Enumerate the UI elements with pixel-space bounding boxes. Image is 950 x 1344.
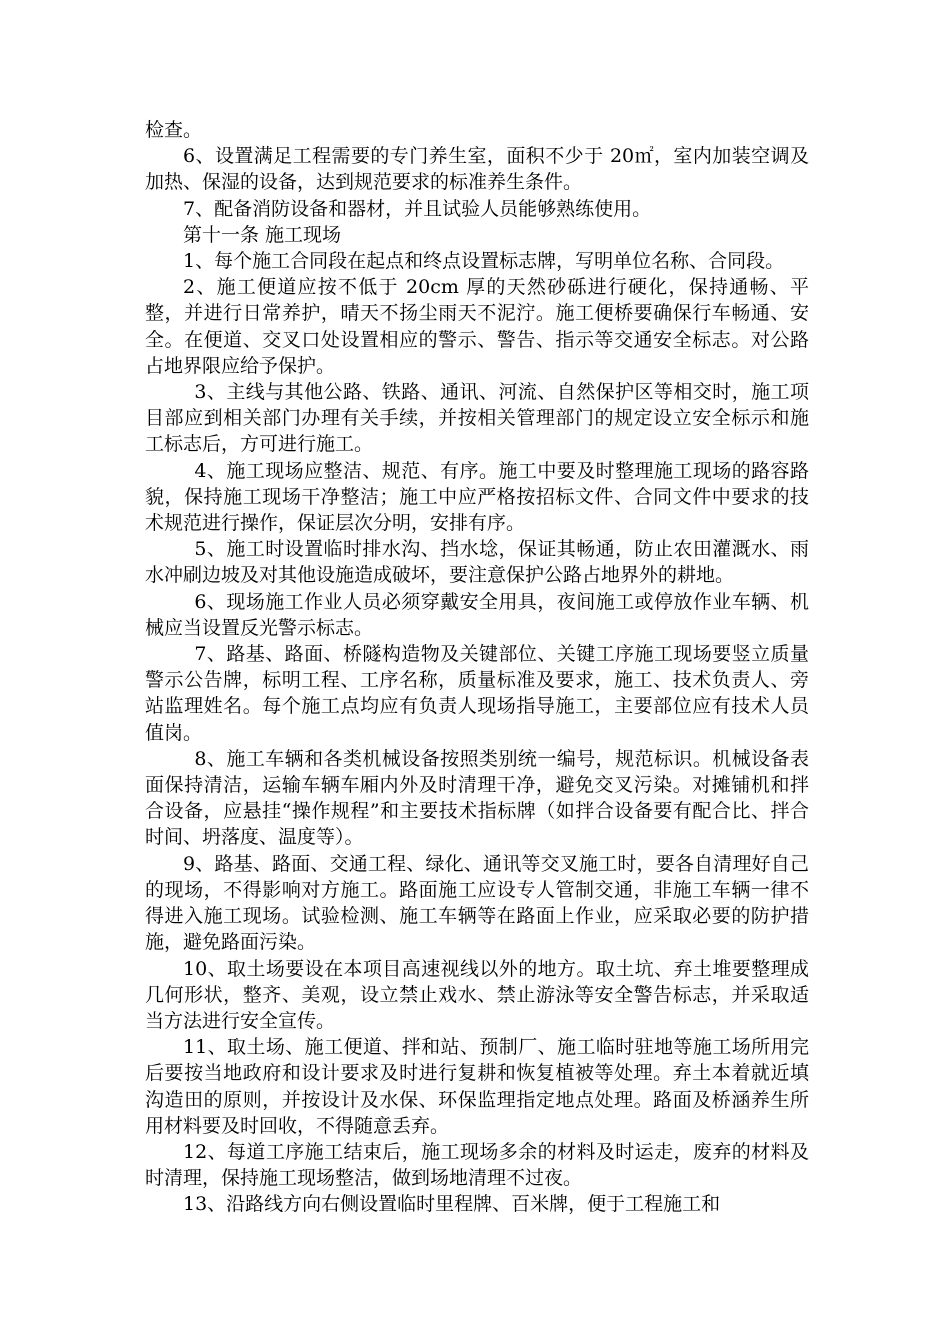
paragraph-site-item-2: 2、施工便道应按不低于 20cm 厚的天然砂砾进行硬化，保持通畅、平整，并进行日常养护，晴天不扬尘雨天不泥泞。施工便桥要确保行车畅通、安全。在便道、交叉口处设置相应的警示、警告、指示等交通安全标志。对公路占地界限应给予保护。 <box>145 276 809 377</box>
paragraph-site-item-1: 1、每个施工合同段在起点和终点设置标志牌，写明单位名称、合同段。 <box>183 250 785 273</box>
paragraph-site-item-6: 6、现场施工作业人员必须穿戴安全用具，夜间施工或停放作业车辆、机械应当设置反光警示标志。 <box>145 590 809 639</box>
paragraph-site-item-3: 3、主线与其他公路、铁路、通讯、河流、自然保护区等相交时，施工项目部应到相关部门办理有关手续，并按相关管理部门的规定设立安全标示和施工标志后，方可进行施工。 <box>145 381 809 456</box>
paragraph-site-item-12: 12、每道工序施工结束后，施工现场多余的材料及时运走，废弃的材料及时清理，保持施工现场整洁，做到场地清理不过夜。 <box>145 1140 809 1190</box>
paragraph-site-item-13: 13、沿路线方向右侧设置临时里程牌、百米牌，便于工程施工和 <box>183 1193 721 1216</box>
section-heading-article-11: 第十一条 施工现场 <box>183 223 342 246</box>
paragraph-continuation: 检查。 <box>145 119 203 141</box>
paragraph-site-item-8: 8、施工车辆和各类机械设备按照类别统一编号，规范标识。机械设备表面保持清洁，运输车辆车厢内外及时清理干净，避免交叉污染。对摊铺机和拌合设备，应悬挂“操作规程”和主要技术指标牌（如拌合设备要有配合比、拌合时间、坍落度、温度等）。 <box>145 747 809 849</box>
paragraph-item-6-curing-room: 6、设置满足工程需要的专门养生室，面积不少于 20㎡，室内加装空调及加热、保湿的设备，达到规范要求的标准养生条件。 <box>145 145 809 194</box>
paragraph-item-7-fire-equipment: 7、配备消防设备和器材，并且试验人员能够熟练使用。 <box>183 197 652 220</box>
paragraph-site-item-10: 10、取土场要设在本项目高速视线以外的地方。取土坑、弃土堆要整理成几何形状，整齐、美观，设立禁止戏水、禁止游泳等安全警告标志，并采取适当方法进行安全宣传。 <box>145 957 809 1032</box>
paragraph-site-item-4: 4、施工现场应整洁、规范、有序。施工中要及时整理施工现场的路容路貌，保持施工现场干净整洁；施工中应严格按招标文件、合同文件中要求的技术规范进行操作，保证层次分明，安排有序。 <box>145 459 809 535</box>
paragraph-site-item-11: 11、取土场、施工便道、拌和站、预制厂、施工临时驻地等施工场所用完后要按当地政府和设计要求及时进行复耕和恢复植被等处理。弃土本着就近填沟造田的原则，并按设计及水保、环保监理指定地点处理。路面及桥涵养生所用材料要及时回收，不得随意丢弃。 <box>145 1036 809 1137</box>
paragraph-site-item-9: 9、路基、路面、交通工程、绿化、通讯等交叉施工时，要各自清理好自己的现场，不得影响对方施工。路面施工应设专人管制交通，非施工车辆一律不得进入施工现场。试验检测、施工车辆等在路面上作业，应采取必要的防护措施，避免路面污染。 <box>145 852 809 954</box>
paragraph-site-item-5: 5、施工时设置临时排水沟、挡水埝，保证其畅通，防止农田灌溉水、雨水冲刷边坡及对其他设施造成破坏，要注意保护公路占地界外的耕地。 <box>145 538 809 587</box>
document-body <box>145 117 809 1218</box>
paragraph-site-item-7: 7、路基、路面、桥隧构造物及关键部位、关键工序施工现场要竖立质量警示公告牌，标明工程、工序名称，质量标准及要求，施工、技术负责人、旁站监理姓名。每个施工点均应有负责人现场指导施工，主要部位应有技术人员值岗。 <box>145 643 809 744</box>
